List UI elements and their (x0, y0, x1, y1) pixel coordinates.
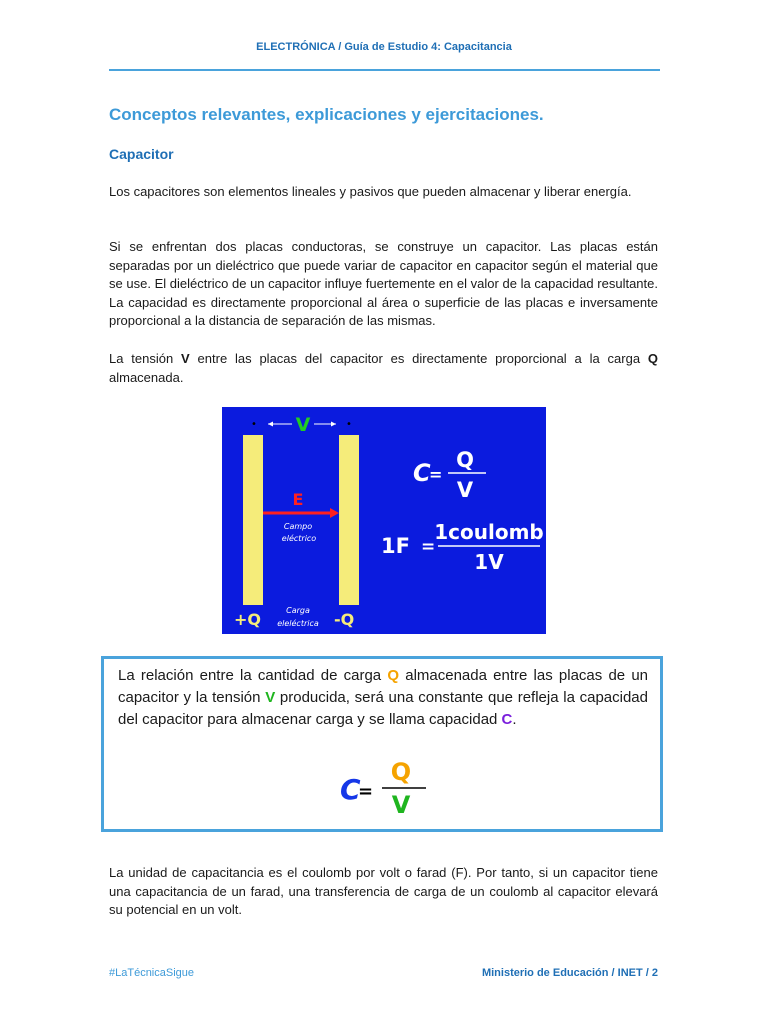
plate-dot-right: • (346, 419, 352, 430)
callout-c-symbol: C (501, 711, 513, 728)
unit-farad: 1F (381, 534, 410, 558)
negative-charge-label: -Q (334, 610, 355, 629)
callout-text-b: almacenada entre las placas de un capacitor y la tensión (118, 667, 649, 706)
section-title: Conceptos relevantes, explicaciones y ejercitaciones. (109, 105, 544, 124)
unit-numerator: 1coulomb (434, 520, 544, 544)
field-caption-line2: eléctrico (281, 534, 317, 543)
definition-callout (101, 656, 663, 832)
callout-formula-v: V (391, 791, 411, 819)
voltage-symbol: V (181, 351, 190, 366)
paragraph-voltage-text-b: entre las placas del capacitor es directamente proporcional a la carga (189, 351, 648, 366)
field-label: E (292, 490, 304, 509)
header-divider (109, 69, 660, 71)
unit-denominator: 1V (474, 550, 504, 574)
field-caption-line1: Campo (283, 522, 313, 531)
positive-charge-label: +Q (234, 610, 262, 629)
paragraph-unit: La unidad de capacitancia es el coulomb por volt o farad (F). Por tanto, si un capacitor tiene una capacitancia de un farad, una transferencia de carga de un coulomb al capacitor elevará su potencial en un volt. (109, 865, 658, 918)
page-header: ELECTRÓNICA / Guía de Estudio 4: Capacitancia (256, 41, 512, 53)
positive-plate (243, 435, 263, 605)
formula-equals: = (429, 465, 443, 484)
callout-text-d: . (512, 711, 517, 728)
callout-text-c: producida, será una constante que refleja la capacidad del capacitor para almacenar carga y se llama capacidad (118, 689, 648, 728)
unit-equals: = (421, 537, 436, 557)
paragraph-plates: Si se enfrentan dos placas conductoras, se construye un capacitor. Las placas están separadas por un dieléctrico que puede variar de capacitor en capacitor según el material que se use. El dieléctrico de un capacitor influye fuertemente en el valor de la capacidad resultante. La capacidad es directamente proporcional al área o superficie de las placas e inversamente proporcional a la distancia de separación de las mismas. (109, 239, 658, 329)
negative-plate (339, 435, 359, 605)
footer-hashtag: #LaTécnicaSigue (109, 967, 195, 979)
paragraph-voltage (109, 350, 658, 387)
callout-formula-equals: = (358, 781, 374, 802)
voltage-label: V (295, 414, 311, 436)
callout-formula-c: C (340, 773, 361, 806)
callout-text-a: La relación entre la cantidad de carga (118, 667, 388, 684)
footer-page-info: Ministerio de Educación / INET / 2 (481, 967, 658, 979)
formula-v: V (456, 478, 474, 502)
formula-c: C (413, 459, 431, 487)
paragraph-voltage-text-a: La tensión (109, 351, 182, 366)
callout-formula-q: Q (390, 758, 412, 786)
callout-text (118, 665, 648, 731)
callout-formula (334, 755, 434, 823)
paragraph-voltage-text-c: almacenada. (109, 369, 184, 385)
subsection-title: Capacitor (109, 146, 174, 162)
charge-caption-line1: Carga (286, 606, 310, 615)
formula-q: Q (456, 448, 474, 472)
plate-dot-left: • (251, 419, 257, 430)
charge-symbol: Q (647, 351, 658, 366)
callout-q-symbol: Q (387, 667, 400, 684)
charge-caption-line2: eleléctrica (277, 619, 319, 628)
callout-v-symbol: V (265, 689, 276, 706)
paragraph-intro: Los capacitores son elementos lineales y pasivos que pueden almacenar y liberar energía. (109, 184, 632, 199)
capacitor-diagram (222, 407, 546, 634)
